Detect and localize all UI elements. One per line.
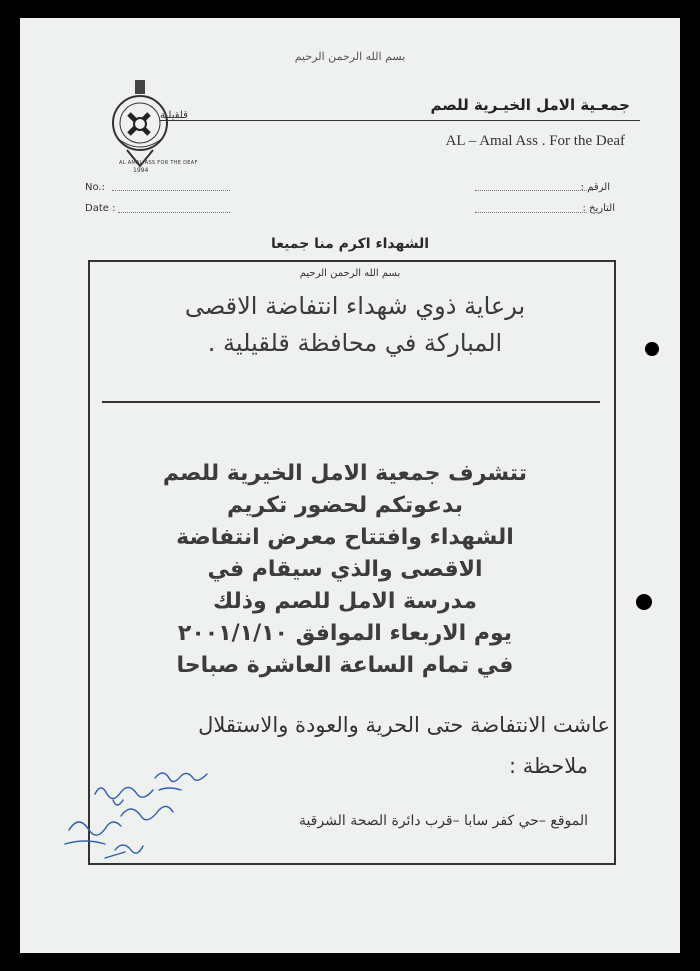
- punch-hole: [636, 594, 652, 610]
- invitation-line: في تمام الساعة العاشرة صباحا: [176, 653, 514, 678]
- association-logo-icon: [105, 78, 175, 173]
- location-text: الموقع –حي كفر سابا –قرب دائرة الصحة الشرقية: [298, 813, 588, 829]
- date-ar-dotted-line: [475, 212, 587, 213]
- logo-city: قلقيلية: [160, 110, 188, 121]
- handwritten-signature-icon: [55, 758, 215, 868]
- invitation-line: يوم الاربعاء الموافق ٢٠٠١/١/١٠: [177, 621, 513, 646]
- punch-hole: [645, 342, 659, 356]
- logo-caption: AL AMAL ASS FOR THE DEAF: [119, 160, 198, 166]
- invitation-line: مدرسة الامل للصم وذلك: [212, 589, 477, 614]
- frame-basmala: بسم الله الرحمن الرحيم: [299, 268, 401, 279]
- invitation-text: [150, 458, 540, 682]
- date-label: Date :: [85, 203, 116, 214]
- patronage-text: [150, 288, 560, 362]
- org-name-english: AL – Amal Ass . For the Deaf: [445, 133, 625, 149]
- patron-line: المباركة في محافظة قلقيلية .: [207, 329, 503, 357]
- date-dotted-line: [118, 212, 230, 213]
- invitation-line: تتشرف جمعية الامل الخيرية للصم: [162, 461, 528, 486]
- no-dotted-line: [112, 190, 230, 191]
- note-label: ملاحظة :: [509, 754, 588, 778]
- date-label-arabic: التاريخ :: [582, 203, 615, 214]
- invitation-line: الشهداء وافتتاح معرض انتفاضة: [176, 525, 514, 550]
- no-label: No.:: [85, 182, 105, 193]
- invitation-line: بدعوتكم لحضور تكريم: [227, 493, 463, 518]
- frame-divider: [102, 401, 600, 403]
- invitation-line: الاقصى والذي سيقام في: [207, 557, 483, 582]
- logo-year: 1994: [133, 167, 149, 174]
- no-label-arabic: الرقم :: [580, 182, 610, 193]
- org-name-arabic: جمعـية الامل الخيـرية للصم: [430, 96, 630, 114]
- slogan: عاشت الانتفاضة حتى الحرية والعودة والاستقلال: [198, 713, 610, 737]
- patron-line: برعاية ذوي شهداء انتفاضة الاقصى: [184, 292, 526, 320]
- headline: الشهداء اكرم منا جميعا: [270, 236, 430, 252]
- top-basmala: بسم الله الرحمن الرحيم: [294, 50, 406, 63]
- header-rule: [160, 120, 640, 121]
- no-ar-dotted-line: [475, 190, 593, 191]
